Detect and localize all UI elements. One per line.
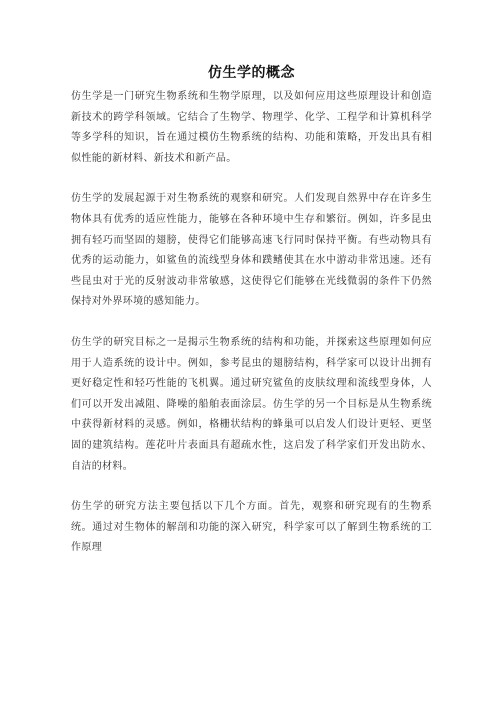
paragraph-4: 仿生学的研究方法主要包括以下几个方面。首先，观察和研究现有的生物系统。通过对生物体的解剖和功能的深入研究，科学家可以了解到生物系统的工作原理 — [71, 501, 432, 554]
paragraph-3: 仿生学的研究目标之一是揭示生物系统的结构和功能，并探索这些原理如何应用于人造系统的设计中。例如，参考昆虫的翅膀结构，科学家可以设计出拥有更好稳定性和轻巧性能的飞机翼。通过研究鲨鱼的皮肤纹理和流线型身体，人们可以开发出减阻、降噪的船舶表面涂层。仿生学的另一个目标是从生物系统中获得新材料的灵感。例如，格栅状结构的蜂巢可以启发人们设计更轻、更坚固的建筑结构。莲花叶片表面具有超疏水性，这启发了科学家们开发出防水、自洁的材料。 — [71, 336, 432, 472]
paragraph-1: 仿生学是一门研究生物系统和生物学原理，以及如何应用这些原理设计和创造新技术的跨学科领域。它结合了生物学、物理学、化学、工程学和计算机科学等多学科的知识，旨在通过模仿生物系统的结构、功能和策略，开发出具有相似性能的新材料、新技术和新产品。 — [71, 91, 432, 164]
paragraph-2: 仿生学的发展起源于对生物系统的观察和研究。人们发现自然界中存在许多生物体具有优秀的适应性能力，能够在各种环境中生存和繁衍。例如，许多昆虫拥有轻巧而坚固的翅膀，使得它们能够高速飞行同时保持平衡。有些动物具有优秀的运动能力，如鲨鱼的流线型身体和蹼鳍使其在水中游动非常迅速。还有些昆虫对于光的反射波动非常敏感，这使得它们能够在光线微弱的条件下仍然保持对外界环境的感知能力。 — [71, 193, 432, 308]
document-title: 仿生学的概念 — [208, 65, 295, 81]
